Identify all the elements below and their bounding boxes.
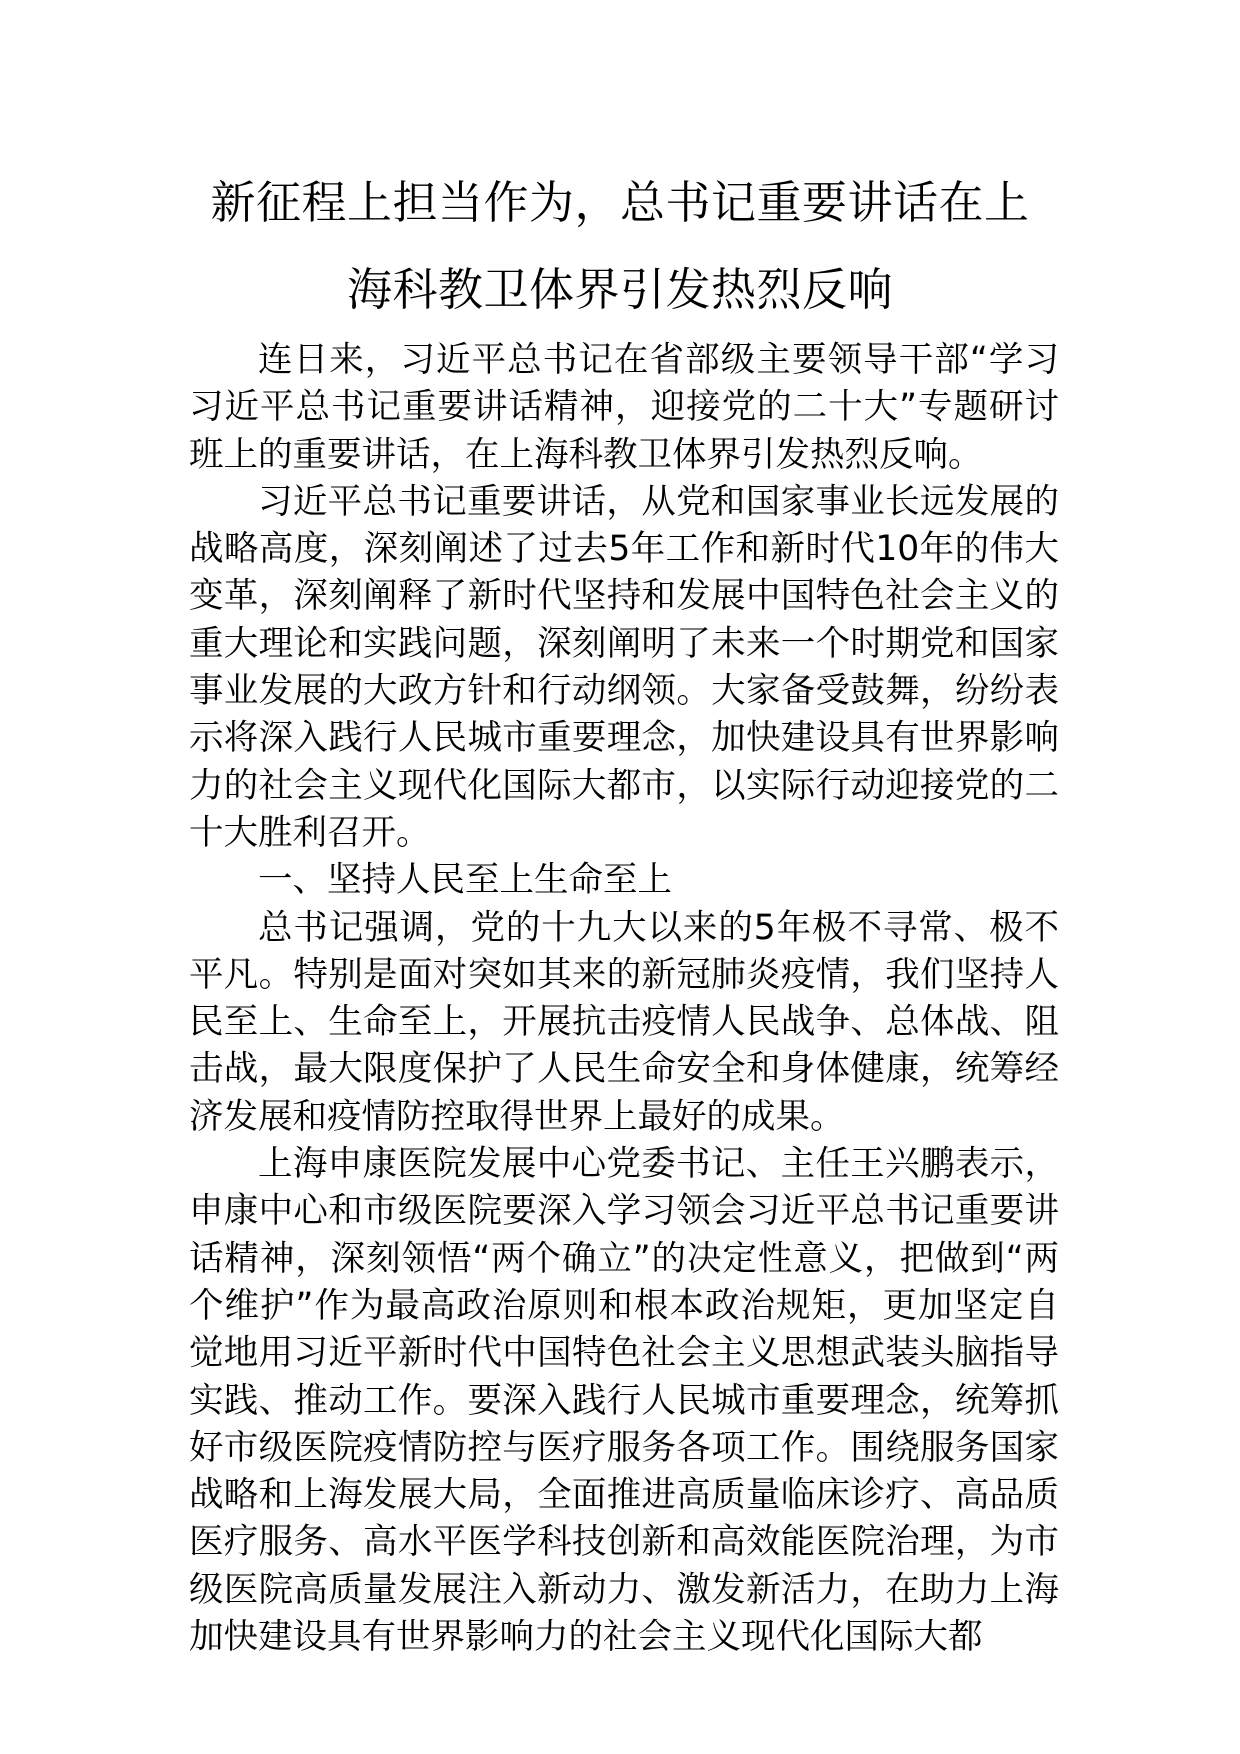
paragraph-quote-wang: 上海申康医院发展中心党委书记、主任王兴鹏表示，申康中心和市级医院要深入学习领会习近平总书记重要讲话精神，深刻领悟“两个确立”的决定性意义，把做到“两个维护”作为最高政治原则和根本政治规矩，更加坚定自觉地用习近平新时代中国特色社会主义思想武装头脑指导实践、推动工作。要深入践行人民城市重要理念，统筹抓好市级医院疫情防控与医疗服务各项工作。围绕服务国家战略和上海发展大局，全面推进高质量临床诊疗、高品质医疗服务、高水平医学科技创新和高效能医院治理，为市级医院高质量发展注入新动力、激发新活力，在助力上海加快建设具有世界影响力的社会主义现代化国际大都 [189, 1144, 1059, 1658]
section-heading: 一、坚持人民至上生命至上 [258, 860, 672, 901]
document-title-line-1: 新征程上担当作为，总书记重要讲话在上 [210, 176, 1030, 229]
paragraph-section-1: 总书记强调，党的十九大以来的5年极不寻常、极不平凡。特别是面对突如其来的新冠肺炎疫情，我们坚持人民至上、生命至上，开展抗击疫情人民战争、总体战、阻击战，最大限度保护了人民生命安全和身体健康，统筹经济发展和疫情防控取得世界上最好的成果。 [189, 907, 1059, 1137]
paragraph-intro: 连日来，习近平总书记在省部级主要领导干部“学习习近平总书记重要讲话精神，迎接党的二十大”专题研讨班上的重要讲话，在上海科教卫体界引发热烈反响。 [189, 340, 1059, 475]
document-title-line-2: 海科教卫体界引发热烈反响 [346, 263, 893, 316]
document-body [189, 337, 1059, 1661]
paragraph-speech-summary: 习近平总书记重要讲话，从党和国家事业长远发展的战略高度，深刻阐述了过去5年工作和新时代10年的伟大变革，深刻阐释了新时代坚持和发展中国特色社会主义的重大理论和实践问题，深刻阐明了未来一个时期党和国家事业发展的大政方针和行动纲领。大家备受鼓舞，纷纷表示将深入践行人民城市重要理念，加快建设具有世界影响力的社会主义现代化国际大都市，以实际行动迎接党的二十大胜利召开。 [189, 481, 1059, 853]
